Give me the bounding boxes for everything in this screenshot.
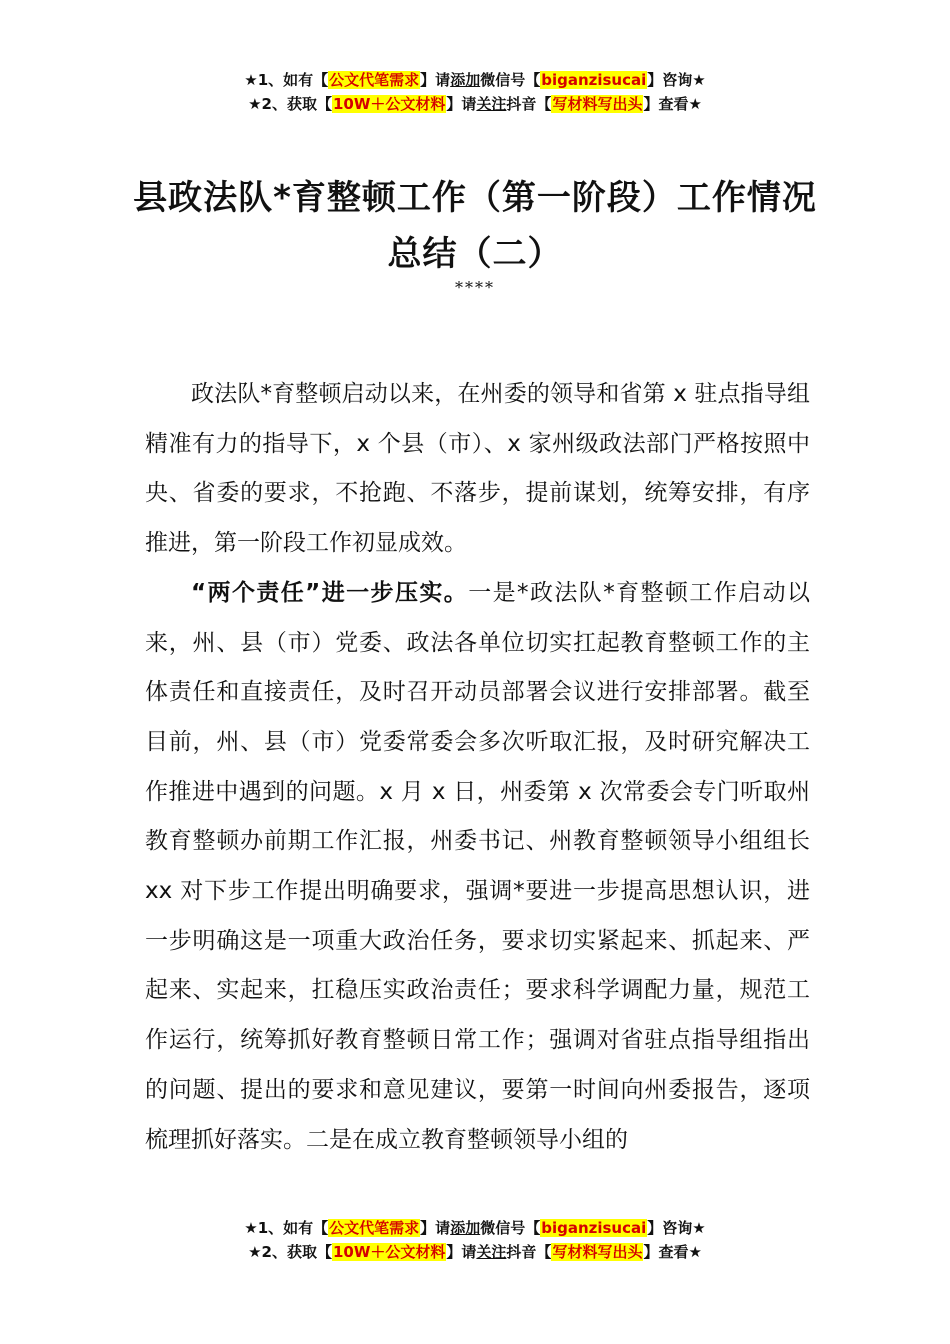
promo-text: 】查看★	[643, 1243, 702, 1261]
promo-underline: 添加	[450, 1219, 481, 1237]
document-title: 县政法队*育整顿工作（第一阶段）工作情况总结（二）	[133, 178, 817, 274]
promo-highlight: 公文代笔需求	[329, 1219, 420, 1237]
promo-underline: 关注	[476, 95, 507, 113]
promo-text: 抖音【	[506, 95, 552, 113]
promo-text: 微信号【	[480, 71, 541, 89]
promo-highlight: 10W＋公文材料	[332, 95, 446, 113]
promo-banner-bottom	[0, 1216, 950, 1264]
promo-wechat-id: biganzisucai	[541, 1219, 647, 1237]
promo-text: 】请	[446, 1243, 477, 1261]
document-body	[145, 370, 810, 1165]
promo-line-1	[0, 68, 950, 92]
paragraph-intro: 政法队*育整顿启动以来，在州委的领导和省第 x 驻点指导组精准有力的指导下，x 个县（市）、x 家州级政法部门严格按照中央、省委的要求，不抢跑、不落步，提前谋划，统筹安排，有序推进，第一阶段工作初显成效。	[145, 381, 810, 557]
promo-text: 】咨询★	[647, 1219, 706, 1237]
promo-douyin-id: 写材料写出头	[552, 1243, 643, 1261]
promo-text: 】请	[420, 71, 451, 89]
promo-highlight: 公文代笔需求	[329, 71, 420, 89]
promo-text: ★2、获取【	[248, 95, 332, 113]
document-author: ****	[455, 278, 495, 297]
paragraph-text: 一是*政法队*育整顿工作启动以来，州、县（市）党委、政法各单位切实扛起教育整顿工作的主体责任和直接责任，及时召开动员部署会议进行安排部署。截至目前，州、县（市）党委常委会多次听取汇报，及时研究解决工作推进中遇到的问题。x 月 x 日，州委第 x 次常委会专门听取州教育整顿办前期工作汇报，州委书记、州教育整顿领导小组组长 xx 对下步工作提出明确要求，强调*要进一步提高思想认识，进一步明确这是一项重大政治任务，要求切实紧起来、抓起来、严起来、实起来，扛稳压实政治责任；要求科学调配力量，规范工作运行，统筹抓好教育整顿日常工作；强调对省驻点指导组指出的问题、提出的要求和意见建议，要第一时间向州委报告，逐项梳理抓好落实。二是在成立教育整顿领导小组的	[145, 579, 810, 1153]
paragraph-responsibility	[145, 569, 810, 1165]
promo-text: 抖音【	[506, 1243, 552, 1261]
promo-text: ★1、如有【	[244, 1219, 329, 1237]
promo-text: 微信号【	[480, 1219, 541, 1237]
promo-wechat-id: biganzisucai	[541, 71, 647, 89]
promo-line-2	[0, 1240, 950, 1264]
promo-text: ★2、获取【	[248, 1243, 332, 1261]
promo-text: 】查看★	[643, 95, 702, 113]
promo-line-2	[0, 92, 950, 116]
promo-highlight: 10W＋公文材料	[332, 1243, 446, 1261]
promo-douyin-id: 写材料写出头	[552, 95, 643, 113]
promo-text: 】请	[446, 95, 477, 113]
promo-line-1	[0, 1216, 950, 1240]
promo-text: ★1、如有【	[244, 71, 329, 89]
promo-underline: 关注	[476, 1243, 507, 1261]
promo-banner-top	[0, 68, 950, 116]
promo-underline: 添加	[450, 71, 481, 89]
promo-text: 】咨询★	[647, 71, 706, 89]
paragraph-heading: “两个责任”进一步压实。	[191, 579, 469, 606]
promo-text: 】请	[420, 1219, 451, 1237]
